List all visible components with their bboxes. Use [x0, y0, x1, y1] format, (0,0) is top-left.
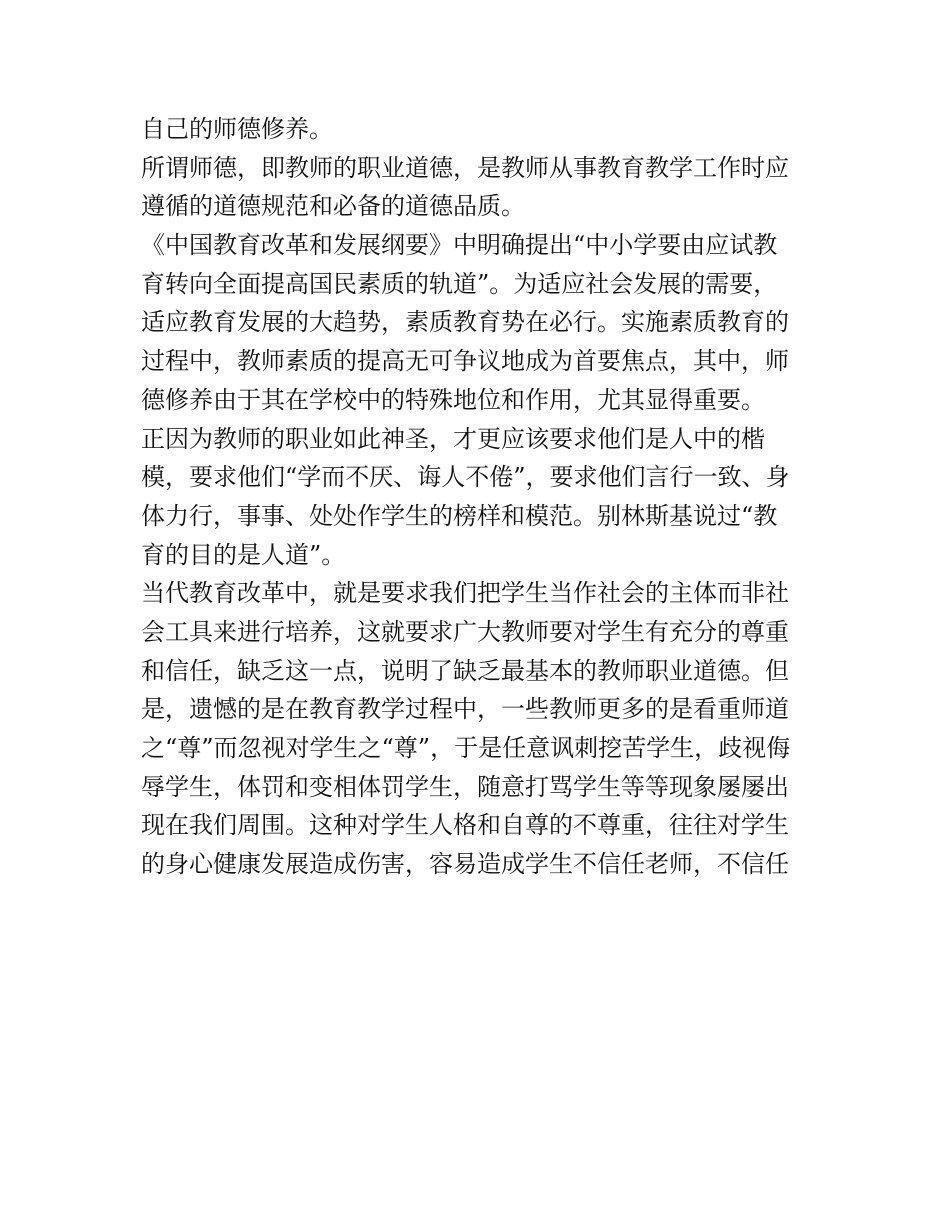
text-line: 德修养由于其在学校中的特殊地位和作用，尤其显得重要。: [141, 385, 765, 414]
paragraph-2: [141, 149, 821, 226]
text-line: 模，要求他们“学而不厌、诲人不倦”，要求他们言行一致、身: [141, 463, 790, 492]
text-line: 的身心健康发展造成伤害，容易造成学生不信任老师，不信任: [141, 850, 789, 879]
text-line: 遵循的道德规范和必备的道德品质。: [141, 192, 525, 221]
paragraph-4: [141, 420, 821, 575]
text-line: 辱学生，体罚和变相体罚学生，随意打骂学生等等现象屡屡出: [141, 772, 789, 801]
text-line: 育的目的是人道”。: [141, 540, 346, 569]
text-line: 当代教育改革中，就是要求我们把学生当作社会的主体而非社: [141, 579, 789, 608]
text-line: 育转向全面提高国民素质的轨道”。为适应社会发展的需要，: [141, 269, 778, 298]
text-line: 适应教育发展的大趋势，素质教育势在必行。实施素质教育的: [141, 308, 789, 337]
paragraph-1: [141, 110, 821, 149]
paragraph-5: [141, 574, 821, 884]
text-line: 和信任，缺乏这一点，说明了缺乏最基本的教师职业道德。但: [141, 656, 789, 685]
text-line: 《中国教育改革和发展纲要》中明确提出“中小学要由应试教: [141, 231, 778, 260]
text-line: 过程中，教师素质的提高无可争议地成为首要焦点，其中，师: [141, 347, 789, 376]
text-line: 之“尊”而忽视对学生之“尊”，于是任意讽刺挖苦学生，歧视侮: [141, 734, 791, 762]
text-line: 自己的师德修养。: [141, 115, 333, 143]
text-line: 体力行，事事、处处作学生的榜样和模范。别林斯基说过“教: [141, 501, 778, 530]
paragraph-3: [141, 226, 821, 419]
document-body: [141, 110, 821, 884]
text-line: 会工具来进行培养，这就要求广大教师要对学生有充分的尊重: [141, 617, 789, 646]
text-line: 所谓师德，即教师的职业道德，是教师从事教育教学工作时应: [141, 153, 789, 182]
text-line: 现在我们周围。这种对学生人格和自尊的不尊重，往往对学生: [141, 811, 789, 840]
text-line: 正因为教师的职业如此神圣，才更应该要求他们是人中的楷: [141, 424, 765, 453]
text-line: 是，遗憾的是在教育教学过程中，一些教师更多的是看重师道: [141, 695, 789, 724]
